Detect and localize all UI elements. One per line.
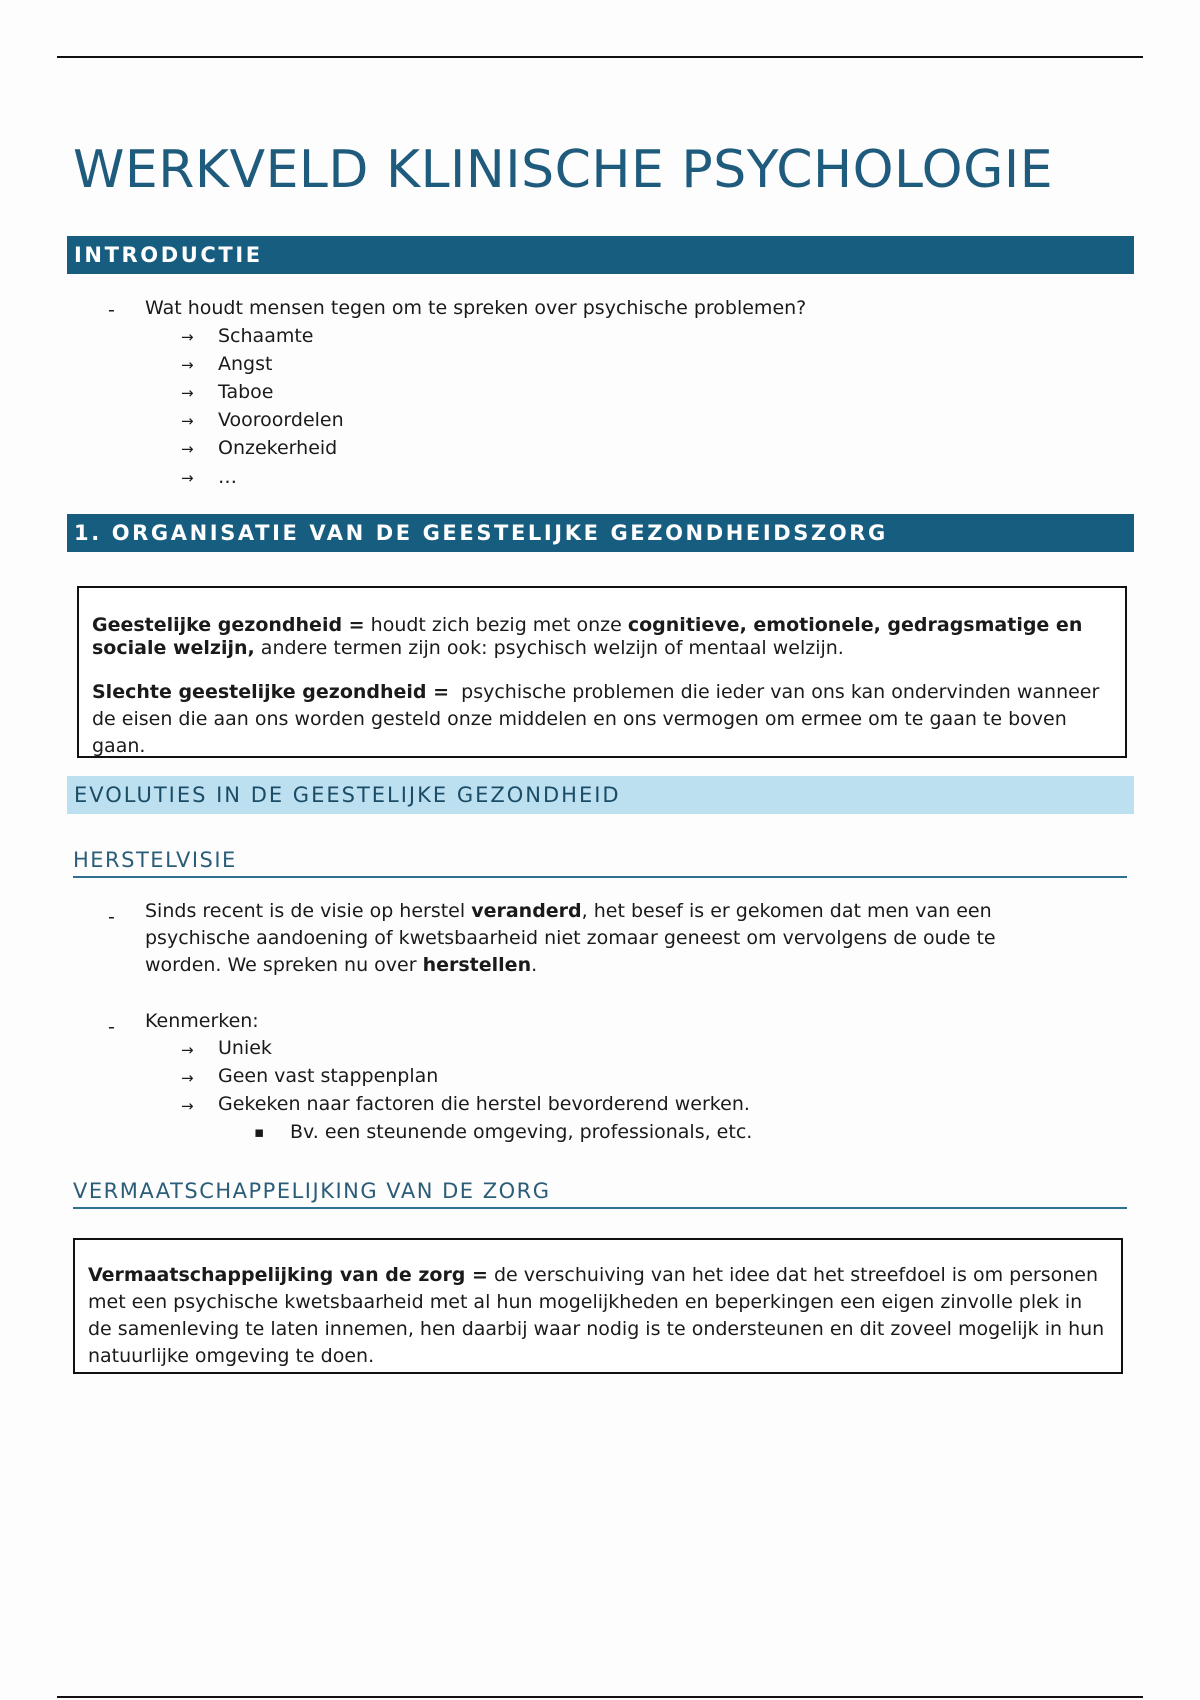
top-rule [57,56,1143,58]
section-heading-organisatie: 1. ORGANISATIE VAN DE GEESTELIJKE GEZONDHEIDSZORG [67,514,1134,552]
paragraph-text: , het besef is er gekomen dat men van een psychische aandoening of kwetsbaarheid niet zomaar geneest om vervolgens de oude te worden. We spreken nu over [145,900,996,976]
paragraph-emphasis: veranderd [471,900,582,922]
definition-text: houdt zich bezig met onze [364,614,628,636]
definition-term: Geestelijke gezondheid = [92,614,365,636]
arrow-marker: → [181,384,194,402]
definition-box-geestelijke-gezondheid [77,586,1127,758]
list-item: Onzekerheid [218,437,338,459]
dash-marker: - [108,906,115,928]
definition-text: de verschuiving van het idee dat het streefdoel is om personen met een psychische kwetsbaarheid met al hun mogelijkheden en beperkingen een eigen zinvolle plek in de samenleving te laten innemen, hen daarbij waar nodig is te ondersteunen en dit zoveel mogelijk in hun natuurlijke omgeving te doen. [88,1264,1105,1367]
paragraph-text: . [531,954,538,976]
section-heading-introductie: INTRODUCTIE [67,236,1134,274]
kenmerken-label: Kenmerken: [145,1010,259,1032]
arrow-marker: → [181,328,194,346]
dash-marker: - [108,1016,115,1038]
arrow-marker: → [181,469,194,487]
list-item: Schaamte [218,325,314,347]
square-marker: ▪ [254,1123,265,1141]
page-title: WERKVELD KLINISCHE PSYCHOLOGIE [73,140,1054,200]
arrow-marker: → [181,1069,194,1087]
heading-herstelvisie: HERSTELVISIE [73,846,1127,878]
arrow-marker: → [181,412,194,430]
list-item: Geen vast stappenplan [218,1065,439,1087]
arrow-marker: → [181,1097,194,1115]
definition-emphasis: cognitieve, emotionele, gedragsmatige en sociale welzijn, [92,614,1083,659]
list-item: Taboe [218,381,274,403]
definition-term: Vermaatschappelijking van de zorg = [88,1264,488,1286]
heading-vermaatschappelijking: VERMAATSCHAPPELIJKING VAN DE ZORG [73,1177,1127,1209]
arrow-marker: → [181,356,194,374]
herstelvisie-paragraph [145,898,1075,979]
list-item: … [218,466,237,488]
definition-vermaatschappelijking [88,1262,1109,1370]
list-item: Uniek [218,1037,272,1059]
arrow-marker: → [181,1041,194,1059]
list-item: Vooroordelen [218,409,344,431]
definition-text: andere termen zijn ook: psychisch welzijn of mentaal welzijn. [254,637,844,659]
subsection-heading-evoluties: EVOLUTIES IN DE GEESTELIJKE GEZONDHEID [67,776,1134,814]
paragraph-emphasis: herstellen [422,954,532,976]
definition-slechte-geestelijke-gezondheid [92,679,1113,758]
bottom-rule [57,1696,1143,1698]
intro-question: Wat houdt mensen tegen om te spreken over psychische problemen? [145,297,807,319]
definition-box-vermaatschappelijking [73,1238,1123,1374]
list-item: Gekeken naar factoren die herstel bevorderend werken. [218,1093,750,1115]
definition-geestelijke-gezondheid [92,614,1113,660]
dash-marker: - [108,299,115,321]
sub-list-item: Bv. een steunende omgeving, professionals, etc. [290,1121,753,1143]
definition-text: psychische problemen die ieder van ons kan ondervinden wanneer de eisen die aan ons worden gesteld onze middelen en ons vermogen om ermee om te gaan te boven gaan. [92,681,1106,757]
definition-term: Slechte geestelijke gezondheid = [92,681,450,703]
list-item: Angst [218,353,273,375]
paragraph-text: Sinds recent is de visie op herstel [145,900,472,922]
arrow-marker: → [181,440,194,458]
